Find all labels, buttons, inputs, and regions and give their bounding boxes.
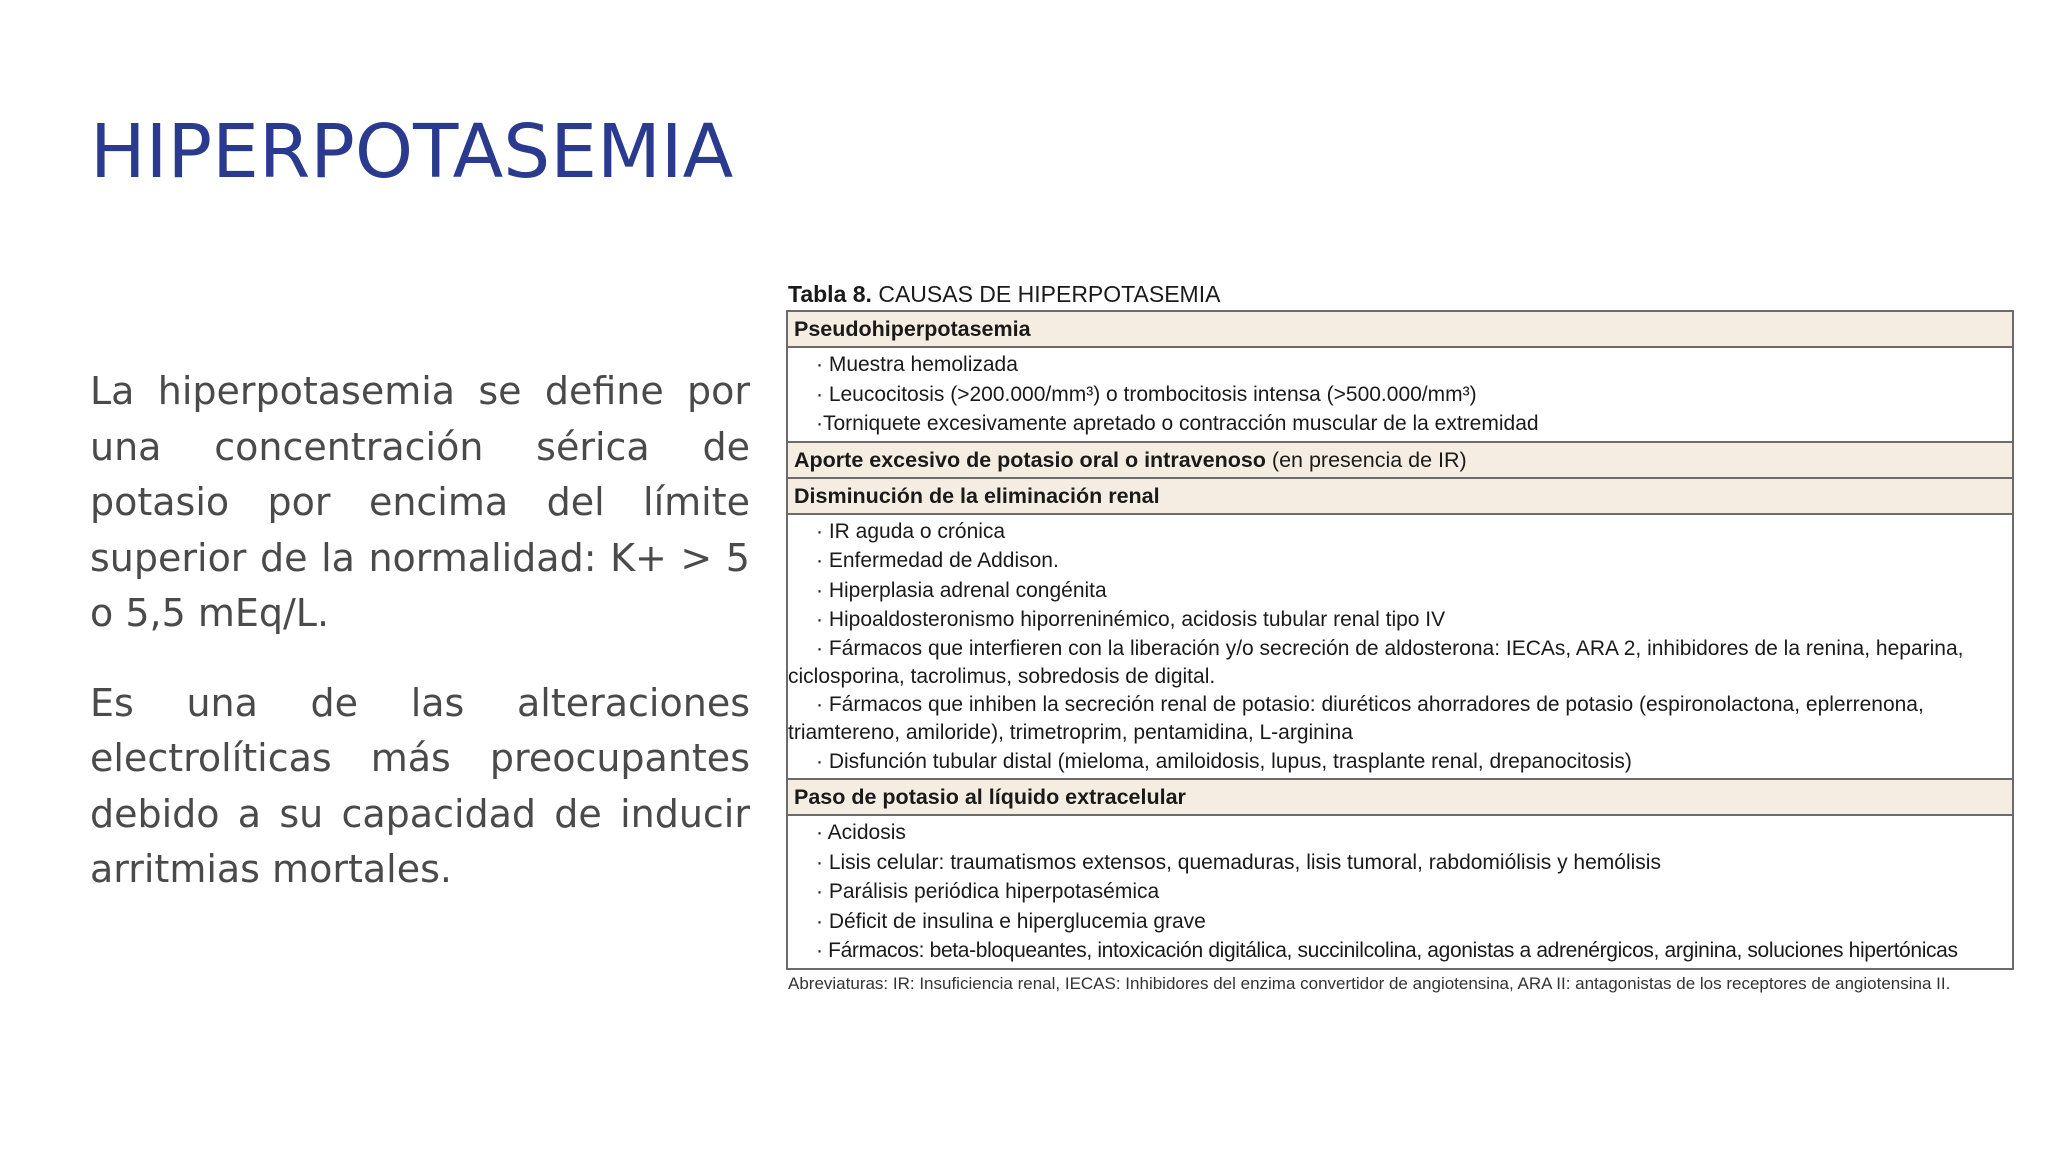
table-abbreviations: Abreviaturas: IR: Insuficiencia renal, IECAS: Inhibidores del enzima convertidor de angiotensina, ARA II: antagonistas de los receptores de angiotensina II. (788, 973, 1951, 993)
paragraph-importance: Es una de las alteraciones electrolíticas más preocupantes debido a su capacidad de inducir arritmias mortales. (90, 680, 750, 891)
table-caption-number: Tabla 8. (788, 281, 872, 307)
section-heading-aporte-label: Aporte excesivo de potasio oral o intravenoso (794, 447, 1266, 472)
list-item: · Fármacos que interfieren con la liberación y/o secreción de aldosterona: IECAs, ARA 2, inhibidores de la renina, heparina, ciclosporina, tacrolimus, sobredosis de digital. (788, 636, 1964, 688)
section-heading-pseudo: Pseudohiperpotasemia (788, 312, 2012, 346)
list-item: · Muestra hemolizada (816, 353, 1018, 376)
table-caption-title: CAUSAS DE HIPERPOTASEMIA (878, 281, 1221, 307)
section-heading-aporte (788, 441, 2012, 477)
paragraph-definition: La hiperpotasemia se define por una concentración sérica de potasio por encima del límite superior de la normalidad: K+ > 5 o 5,5 mEq/L. (90, 369, 750, 635)
section-heading-renal: Disminución de la eliminación renal (788, 477, 2012, 513)
list-item: · Hiperplasia adrenal congénita (816, 578, 1107, 602)
list-item: · Lisis celular: traumatismos extensos, quemaduras, lisis tumoral, rabdomiólisis y hemólisis (816, 850, 1661, 874)
causes-table (786, 310, 2014, 970)
page-title: HIPERPOTASEMIA (90, 109, 734, 195)
list-item: · Hipoaldosteronismo hiporreninémico, acidosis tubular renal tipo IV (816, 608, 1446, 631)
list-item: · Parálisis periódica hiperpotasémica (816, 880, 1160, 903)
list-item: · Acidosis (816, 821, 906, 844)
section-heading-extracelular: Paso de potasio al líquido extracelular (788, 778, 2012, 814)
table-caption (786, 280, 2018, 310)
section-body-renal (788, 513, 2012, 779)
section-body-extracelular (788, 814, 2012, 968)
list-item: · Fármacos que inhiben la secreción renal de potasio: diuréticos ahorradores de potasio (espironolactona, eplerrenona, triamtereno, amiloride), trimetroprim, pentamidina, L-arginina (788, 692, 1924, 744)
list-item: · Enfermedad de Addison. (816, 549, 1059, 572)
list-item: · Fármacos: beta-bloqueantes, intoxicación digitálica, succinilcolina, agonistas a adrenérgicos, arginina, soluciones hipertónicas (816, 939, 1958, 962)
list-item: · Leucocitosis (>200.000/mm³) o trombocitosis intensa (>500.000/mm³) (816, 382, 1477, 406)
body-text (90, 364, 750, 932)
list-item: · Disfunción tubular distal (mieloma, amiloidosis, lupus, trasplante renal, drepanocitosis) (816, 749, 1632, 773)
list-item: · Déficit de insulina e hiperglucemia grave (816, 909, 1206, 933)
causes-table-figure (786, 280, 2018, 995)
section-body-pseudo (788, 346, 2012, 441)
list-item: · IR aguda o crónica (816, 519, 1006, 543)
section-heading-aporte-suffix: (en presencia de IR) (1271, 447, 1467, 472)
list-item: ·Torniquete excesivamente apretado o contracción muscular de la extremidad (816, 412, 1539, 435)
